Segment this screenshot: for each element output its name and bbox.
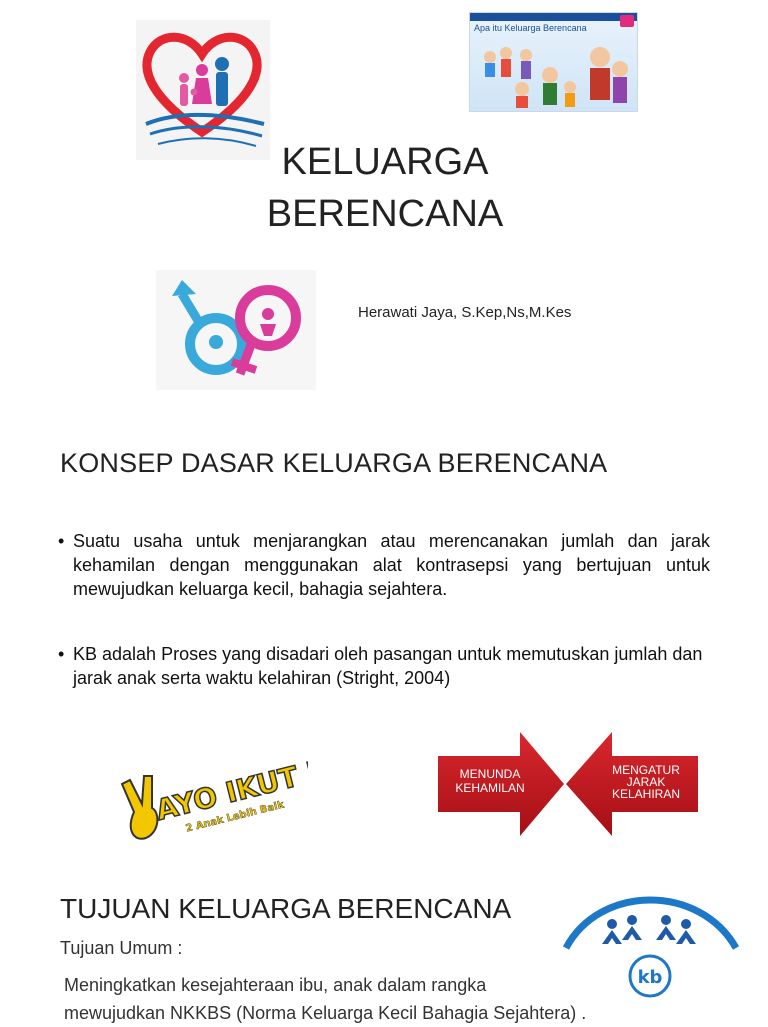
- section-heading-konsep: KONSEP DASAR KELUARGA BERENCANA: [60, 448, 608, 478]
- poster-title: Apa itu Keluarga Berencana: [474, 23, 587, 33]
- arrow-right-line-1: MENGATUR: [612, 763, 680, 777]
- ayo-ikut-kb-logo: [112, 742, 308, 852]
- page-title: [240, 136, 530, 240]
- kb-logo-icon: [560, 880, 740, 1010]
- gender-symbols-icon: [156, 270, 316, 390]
- arrow-right-line-2: JARAK: [626, 775, 666, 789]
- tujuan-line-1: Meningkatkan kesejahteraan ibu, anak dalam rangka: [64, 975, 487, 995]
- bullet-text-1: Suatu usaha untuk menjarangkan atau merencanakan jumlah dan jarak kehamilan dengan menggunakan alat kontrasepsi yang bertujuan untuk mewujudkan keluarga kecil, bahagia sejahtera.: [73, 531, 710, 599]
- ayo-ikut-kb-subtext: 2 Anak Lebih Baik: [184, 799, 286, 835]
- arrow-right-line-3: KELAHIRAN: [611, 787, 681, 801]
- gender-symbols-image: [156, 270, 316, 390]
- tujuan-umum-label: Tujuan Umum :: [60, 938, 183, 958]
- ayo-ikut-kb-text: AYO IKUT KB: [152, 746, 308, 827]
- bullet-item-2: [58, 642, 710, 690]
- bkkbn-kb-logo: [560, 880, 740, 1010]
- title-line-2: BERENCANA: [266, 193, 504, 235]
- tujuan-line-2: mewujudkan NKKBS (Norma Keluarga Kecil Bahagia Sejahtera) .: [64, 1003, 587, 1023]
- kb-poster-image: [469, 12, 638, 112]
- arrow-left-line-2: KEHAMILAN: [455, 781, 525, 795]
- bullet-item-1: [58, 529, 710, 601]
- ayo-ikut-kb-icon: [112, 742, 308, 852]
- author-name: Herawati Jaya, S.Kep,Ns,M.Kes: [358, 304, 572, 321]
- bullet-dot: •: [58, 644, 65, 664]
- opposing-arrows-icon: [436, 726, 700, 842]
- kb-goals-arrows: [436, 726, 700, 842]
- title-line-1: KELUARGA: [281, 141, 489, 183]
- arrow-left-line-1: MENUNDA: [459, 767, 521, 781]
- cartoon-family-icon: [470, 13, 637, 111]
- kb-logo-text: kb: [637, 967, 663, 988]
- tujuan-umum-text: [64, 971, 586, 1027]
- bullet-dot: •: [58, 531, 65, 551]
- bullet-text-2: KB adalah Proses yang disadari oleh pasangan untuk memutuskan jumlah dan jarak anak serta waktu kelahiran (Stright, 2004): [73, 644, 703, 688]
- section-heading-tujuan: TUJUAN KELUARGA BERENCANA: [60, 893, 512, 924]
